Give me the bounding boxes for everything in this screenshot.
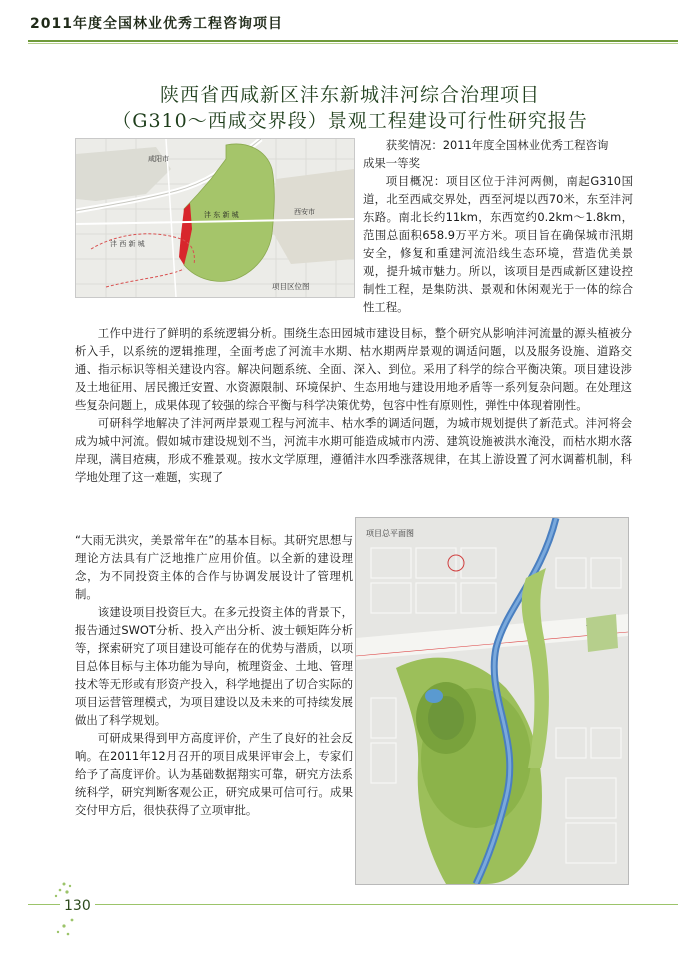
- body-paragraph-2-continued: “大雨无洪灾，美景常年在”的基本目标。其研究思想与理论方法具有广泛地推广应用价值。以全新的建设理念，为不同投资主体的合作与协调发展设计了管理机制。: [75, 533, 353, 601]
- map-label-fengxi: 沣 西 新 城: [110, 240, 145, 248]
- map-label-xianyang: 咸阳市: [148, 155, 169, 163]
- running-header-text: 2011年度全国林业优秀工程咨询项目: [30, 16, 283, 32]
- svg-text:.: .: [586, 622, 588, 628]
- master-plan-label: 项目总平面图: [366, 529, 414, 538]
- map-label-xian: 西安市: [294, 208, 315, 216]
- location-map: [75, 138, 355, 298]
- master-plan-image: [355, 517, 629, 885]
- body-left-column: [75, 531, 353, 819]
- location-map-graphic: [76, 139, 354, 297]
- article-title-line2: （G310～西咸交界段）景观工程建设可行性研究报告: [112, 110, 588, 132]
- body-paragraph-2: 可研科学地解决了沣河两岸景观工程与河流丰、枯水季的调适问题，为城市规划提供了新范式。沣河将会成为城中河流。假如城市建设规划不当，河流丰水期可能造成城市内涝、建筑设施被洪水淹没，而枯水期水落岸现，满目疮痍，形成不雅景观。按水文学原理，遵循沣水四季涨落规律，在其上游设置了河水调蓄机制，科学地处理了这一难题，实现了: [75, 416, 632, 484]
- award-line1: 获奖情况：2011年度全国林业优秀工程咨询: [385, 138, 609, 152]
- body-paragraph-4: 可研成果得到甲方高度评价，产生了良好的社会反响。在2011年12月召开的项目成果评审会上，专家们给予了高度评价。认为基础数据翔实可靠，研究方法系统科学，研究判断客观公正，研究成果可信可行。成果交付甲方后，很快获得了立项审批。: [75, 731, 353, 817]
- body-paragraph-1: 工作中进行了鲜明的系统逻辑分析。围绕生态田园城市建设目标，整个研究从影响沣河流量的源头植被分析入手，以系统的逻辑推理，全面考虑了河流丰水期、枯水期两岸景观的调适问题，以及服务设施、道路交通、指示标识等相关建设内容。解决问题系统、全面、深入、到位。采用了科学的综合平衡决策。项目建设涉及土地征用、居民搬迁安置、水资源限制、环境保护、生态用地与建设用地矛盾等一系列复杂问题。在处理这些复杂问题上，成果体现了较强的综合平衡与科学决策优势，包容中性有原则性，弹性中体现着刚性。: [75, 326, 632, 412]
- body-full-width: [75, 324, 632, 486]
- award-and-overview: [363, 136, 633, 316]
- header-rule: [28, 40, 678, 42]
- master-plan-graphic: [356, 518, 628, 884]
- running-header: [0, 0, 700, 48]
- map-label-fengdong: 沣 东 新 城: [204, 211, 239, 219]
- header-rule-thin: [28, 43, 678, 44]
- map-caption: 项目区位图: [272, 282, 310, 291]
- award-line2: 成果一等奖: [363, 156, 420, 170]
- article-title-line1: 陕西省西咸新区沣东新城沣河综合治理项目: [159, 84, 540, 106]
- page-number: 130: [60, 898, 95, 914]
- footer-rule: [28, 904, 678, 905]
- overview-paragraph: 项目概况：项目区位于沣河两侧，南起G310国道，北至西咸交界处，西至河堤以西70米，东至沣河东路。南北长约11km，东西宽约0.2km～1.8km，范围总面积658.9万平方米。项目旨在确保城市汛期安全，修复和重建河流沿线生态环境，营造优美景观，提升城市魅力。所以，该项目是西咸新区建设控制性工程，是集防洪、景观和休闲观光于一体的综合性工程。: [363, 174, 633, 314]
- body-paragraph-3: 该建设项目投资巨大。在多元投资主体的背景下，报告通过SWOT分析、投入产出分析、波士顿矩阵分析等，探索研究了项目建设可能存在的优势与潜质，以项目总体目标与主体功能为导向，梳理资金、土地、管理技术等无形或有形资产投入，科学地提出了切合实际的项目运营管理模式，为项目建设以及未来的可持续发展做出了科学规划。: [75, 605, 353, 727]
